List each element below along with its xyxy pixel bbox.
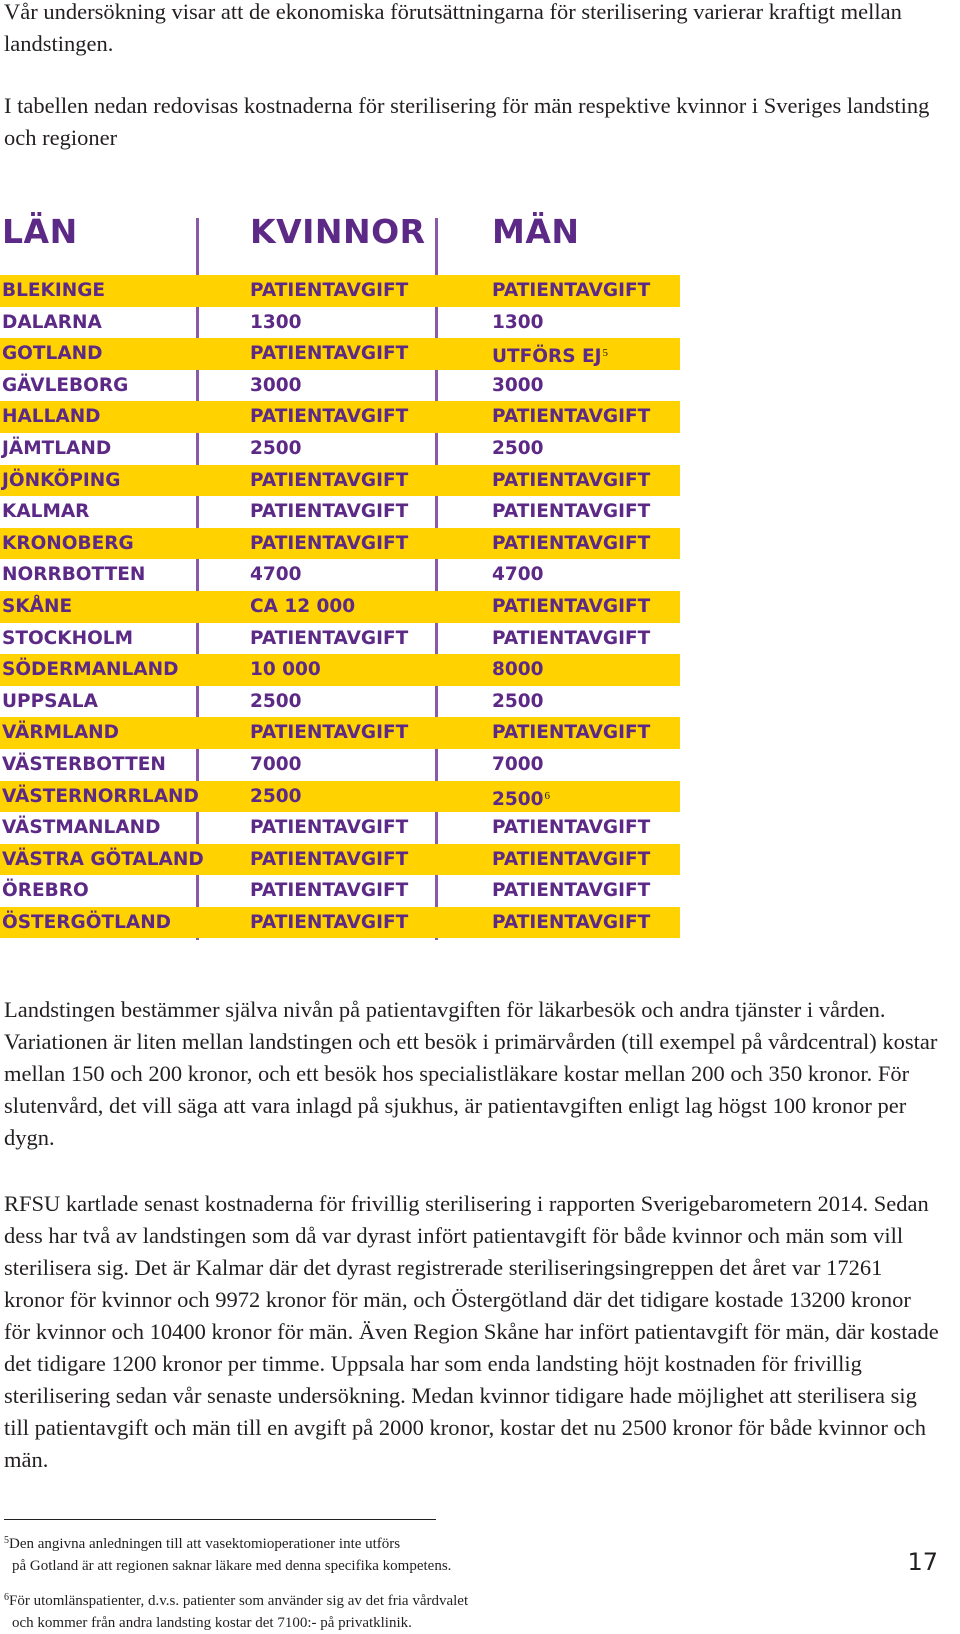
cell-kvinnor: CA 12 000	[250, 595, 356, 617]
cell-man	[492, 496, 650, 528]
table-row	[0, 401, 680, 433]
cell-man-value: 4700	[492, 564, 544, 586]
table-row	[0, 812, 680, 844]
table-row	[0, 559, 680, 591]
cell-man-value: 1300	[492, 311, 544, 333]
cell-kvinnor: 1300	[250, 311, 302, 333]
cell-kvinnor: PATIENTAVGIFT	[250, 501, 409, 523]
intro-paragraph-2: I tabellen nedan redovisas kostnaderna för sterilisering för män respektive kvinnor i Sveriges landsting och regioner	[4, 93, 930, 150]
cell-kvinnor: 3000	[250, 374, 302, 396]
cell-man-value: 8000	[492, 659, 544, 681]
cell-kvinnor: 7000	[250, 753, 302, 775]
cell-lan: JÄMTLAND	[2, 437, 112, 459]
cell-lan: GÄVLEBORG	[2, 374, 129, 396]
cell-lan: DALARNA	[2, 311, 102, 333]
cell-kvinnor: 2500	[250, 785, 302, 807]
cell-lan: GOTLAND	[2, 343, 103, 365]
table-row	[0, 781, 680, 813]
footnote-text: För utomlänspatienter, d.v.s. patienter som använder sig av det fria vårdvalet	[9, 1593, 469, 1609]
cell-kvinnor: PATIENTAVGIFT	[250, 848, 409, 870]
cell-lan: UPPSALA	[2, 690, 98, 712]
cell-man-value: 3000	[492, 374, 544, 396]
cell-man-value: 2500	[492, 437, 544, 459]
cell-man	[492, 717, 650, 749]
cell-kvinnor: 2500	[250, 690, 302, 712]
cell-man	[492, 465, 650, 497]
footnote-text: på Gotland är att regionen saknar läkare med denna specifika kompetens.	[12, 1558, 452, 1574]
table-row	[0, 844, 680, 876]
cell-lan: VÄSTERBOTTEN	[2, 753, 166, 775]
cell-man-value: PATIENTAVGIFT	[492, 911, 651, 933]
cell-kvinnor: PATIENTAVGIFT	[250, 343, 409, 365]
cell-kvinnor: 10 000	[250, 659, 321, 681]
cell-lan: VÄSTMANLAND	[2, 817, 161, 839]
cell-lan: ÖREBRO	[2, 880, 89, 902]
cell-man	[492, 275, 650, 307]
cell-lan: BLEKINGE	[2, 280, 106, 301]
cell-man	[492, 654, 544, 686]
column-header-kvinnor: KVINNOR	[250, 212, 426, 251]
cell-man	[492, 907, 650, 939]
footnote-mark: 5	[4, 1535, 9, 1546]
body-paragraph-1: Landstingen bestämmer själva nivån på patientavgiften för läkarbesök och andra tjänster i vården. Variationen är liten mellan landstingen och ett besök i primärvården (till exempel på vårdcentral) kostar mellan 150 och 200 kronor, och ett besök hos specialistläkare kostar mellan 200 och 350 kronor. För slutenvård, det vill säga att vara inlagd på sjukhus, är patientavgiften enligt lag högst 100 kronor per dygn.	[4, 997, 938, 1150]
cell-man-value: PATIENTAVGIFT	[492, 469, 651, 491]
cell-man-value: PATIENTAVGIFT	[492, 722, 651, 744]
footnote-text: Den angivna anledningen till att vasektomioperationer inte utförs	[9, 1536, 401, 1552]
column-header-lan: LÄN	[2, 212, 78, 251]
cell-man-value: PATIENTAVGIFT	[492, 627, 651, 649]
cell-kvinnor: PATIENTAVGIFT	[250, 722, 409, 744]
cell-man	[492, 812, 650, 844]
cell-man	[492, 749, 544, 781]
cell-lan: STOCKHOLM	[2, 627, 133, 649]
footnote-6	[4, 1587, 604, 1634]
table-row	[0, 433, 680, 465]
cell-kvinnor: PATIENTAVGIFT	[250, 880, 409, 902]
table-row	[0, 370, 680, 402]
table-row	[0, 749, 680, 781]
cell-kvinnor: PATIENTAVGIFT	[250, 280, 409, 301]
table-row	[0, 686, 680, 718]
table-row	[0, 307, 680, 339]
cell-lan: NORRBOTTEN	[2, 564, 146, 586]
cell-man-value: 2500	[492, 788, 544, 810]
table-row	[0, 623, 680, 655]
cell-man-value: PATIENTAVGIFT	[492, 532, 651, 554]
cell-man-value: PATIENTAVGIFT	[492, 595, 651, 617]
table-row	[0, 591, 680, 623]
footnote-text: och kommer från andra landsting kostar det 7100:- på privatklinik.	[12, 1615, 412, 1631]
cell-lan: KRONOBERG	[2, 532, 134, 554]
cell-kvinnor: PATIENTAVGIFT	[250, 532, 409, 554]
cell-lan: SKÅNE	[2, 595, 73, 617]
table-row	[0, 654, 680, 686]
intro-paragraph-1: Vår undersökning visar att de ekonomiska förutsättningarna för sterilisering varierar kraftigt mellan landstingen.	[4, 0, 902, 56]
cell-lan: VÄRMLAND	[2, 722, 119, 744]
cell-kvinnor: PATIENTAVGIFT	[250, 469, 409, 491]
cell-lan: ÖSTERGÖTLAND	[2, 911, 172, 933]
footnote-divider	[4, 1519, 436, 1520]
table-row	[0, 496, 680, 528]
cell-man-value: 7000	[492, 753, 544, 775]
body-paragraph-2: RFSU kartlade senast kostnaderna för frivillig sterilisering i rapporten Sverigebarometern 2014. Sedan dess har två av landstingen som då var dyrast infört patientavgift för både kvinnor och män som vill sterilisera sig. Det är Kalmar där det dyrast registrerade steriliseringsingreppen det året var 17261 kronor för kvinnor och 9972 kronor för män, och Östergötland där det tidigare kostade 13200 kronor för kvinnor och 10400 kronor för män. Även Region Skåne har infört patientavgift för män, där kostade det tidigare 1200 kronor per timme. Uppsala har som enda landsting höjt kostnaden för frivillig sterilisering sedan vår senaste undersökning. Medan kvinnor tidigare hade möjlighet att sterilisera sig till patientavgift och män till en avgift på 2000 kronor, kostar det nu 2500 kronor för både kvinnor och män.	[4, 1191, 939, 1472]
table-row	[0, 275, 680, 307]
cell-kvinnor: 4700	[250, 564, 302, 586]
cell-kvinnor: PATIENTAVGIFT	[250, 817, 409, 839]
cell-man	[492, 559, 544, 591]
cell-man-value: PATIENTAVGIFT	[492, 880, 651, 902]
footnote-5	[4, 1530, 604, 1577]
footnote-reference: 5	[602, 347, 609, 360]
cell-man	[492, 307, 544, 339]
cell-man	[492, 528, 650, 560]
cell-man	[492, 433, 544, 465]
cell-man	[492, 338, 608, 373]
cell-lan: VÄSTRA GÖTALAND	[2, 848, 204, 870]
cell-man-value: PATIENTAVGIFT	[492, 501, 651, 523]
cell-man	[492, 401, 650, 433]
table-row	[0, 717, 680, 749]
cell-lan: KALMAR	[2, 501, 90, 523]
footnote-mark: 6	[4, 1592, 9, 1603]
table-body	[0, 275, 680, 938]
cell-man	[492, 370, 544, 402]
cell-lan: JÖNKÖPING	[2, 469, 121, 491]
table-row	[0, 528, 680, 560]
cell-kvinnor: PATIENTAVGIFT	[250, 406, 409, 428]
cell-man-value: PATIENTAVGIFT	[492, 817, 651, 839]
cell-man	[492, 844, 650, 876]
footnote-reference: 6	[544, 789, 550, 802]
cell-lan: SÖDERMANLAND	[2, 659, 179, 681]
cell-man-value: UTFÖRS EJ	[492, 346, 602, 368]
sterilisation-cost-table	[0, 200, 680, 940]
cell-man-value: 2500	[492, 690, 544, 712]
cell-man	[492, 875, 650, 907]
cell-man-value: PATIENTAVGIFT	[492, 406, 651, 428]
cell-kvinnor: 2500	[250, 437, 302, 459]
cell-man-value: PATIENTAVGIFT	[492, 848, 651, 870]
table-row	[0, 338, 680, 370]
table-row	[0, 907, 680, 939]
cell-man	[492, 686, 544, 718]
page-number: 17	[907, 1548, 938, 1576]
table-row	[0, 465, 680, 497]
cell-man	[492, 781, 550, 816]
cell-kvinnor: PATIENTAVGIFT	[250, 627, 409, 649]
cell-man	[492, 623, 650, 655]
cell-kvinnor: PATIENTAVGIFT	[250, 911, 409, 933]
table-row	[0, 875, 680, 907]
cell-lan: VÄSTERNORRLAND	[2, 785, 199, 807]
cell-man	[492, 591, 650, 623]
column-header-man: MÄN	[492, 212, 580, 251]
cell-man-value: PATIENTAVGIFT	[492, 280, 651, 301]
cell-lan: HALLAND	[2, 406, 101, 428]
